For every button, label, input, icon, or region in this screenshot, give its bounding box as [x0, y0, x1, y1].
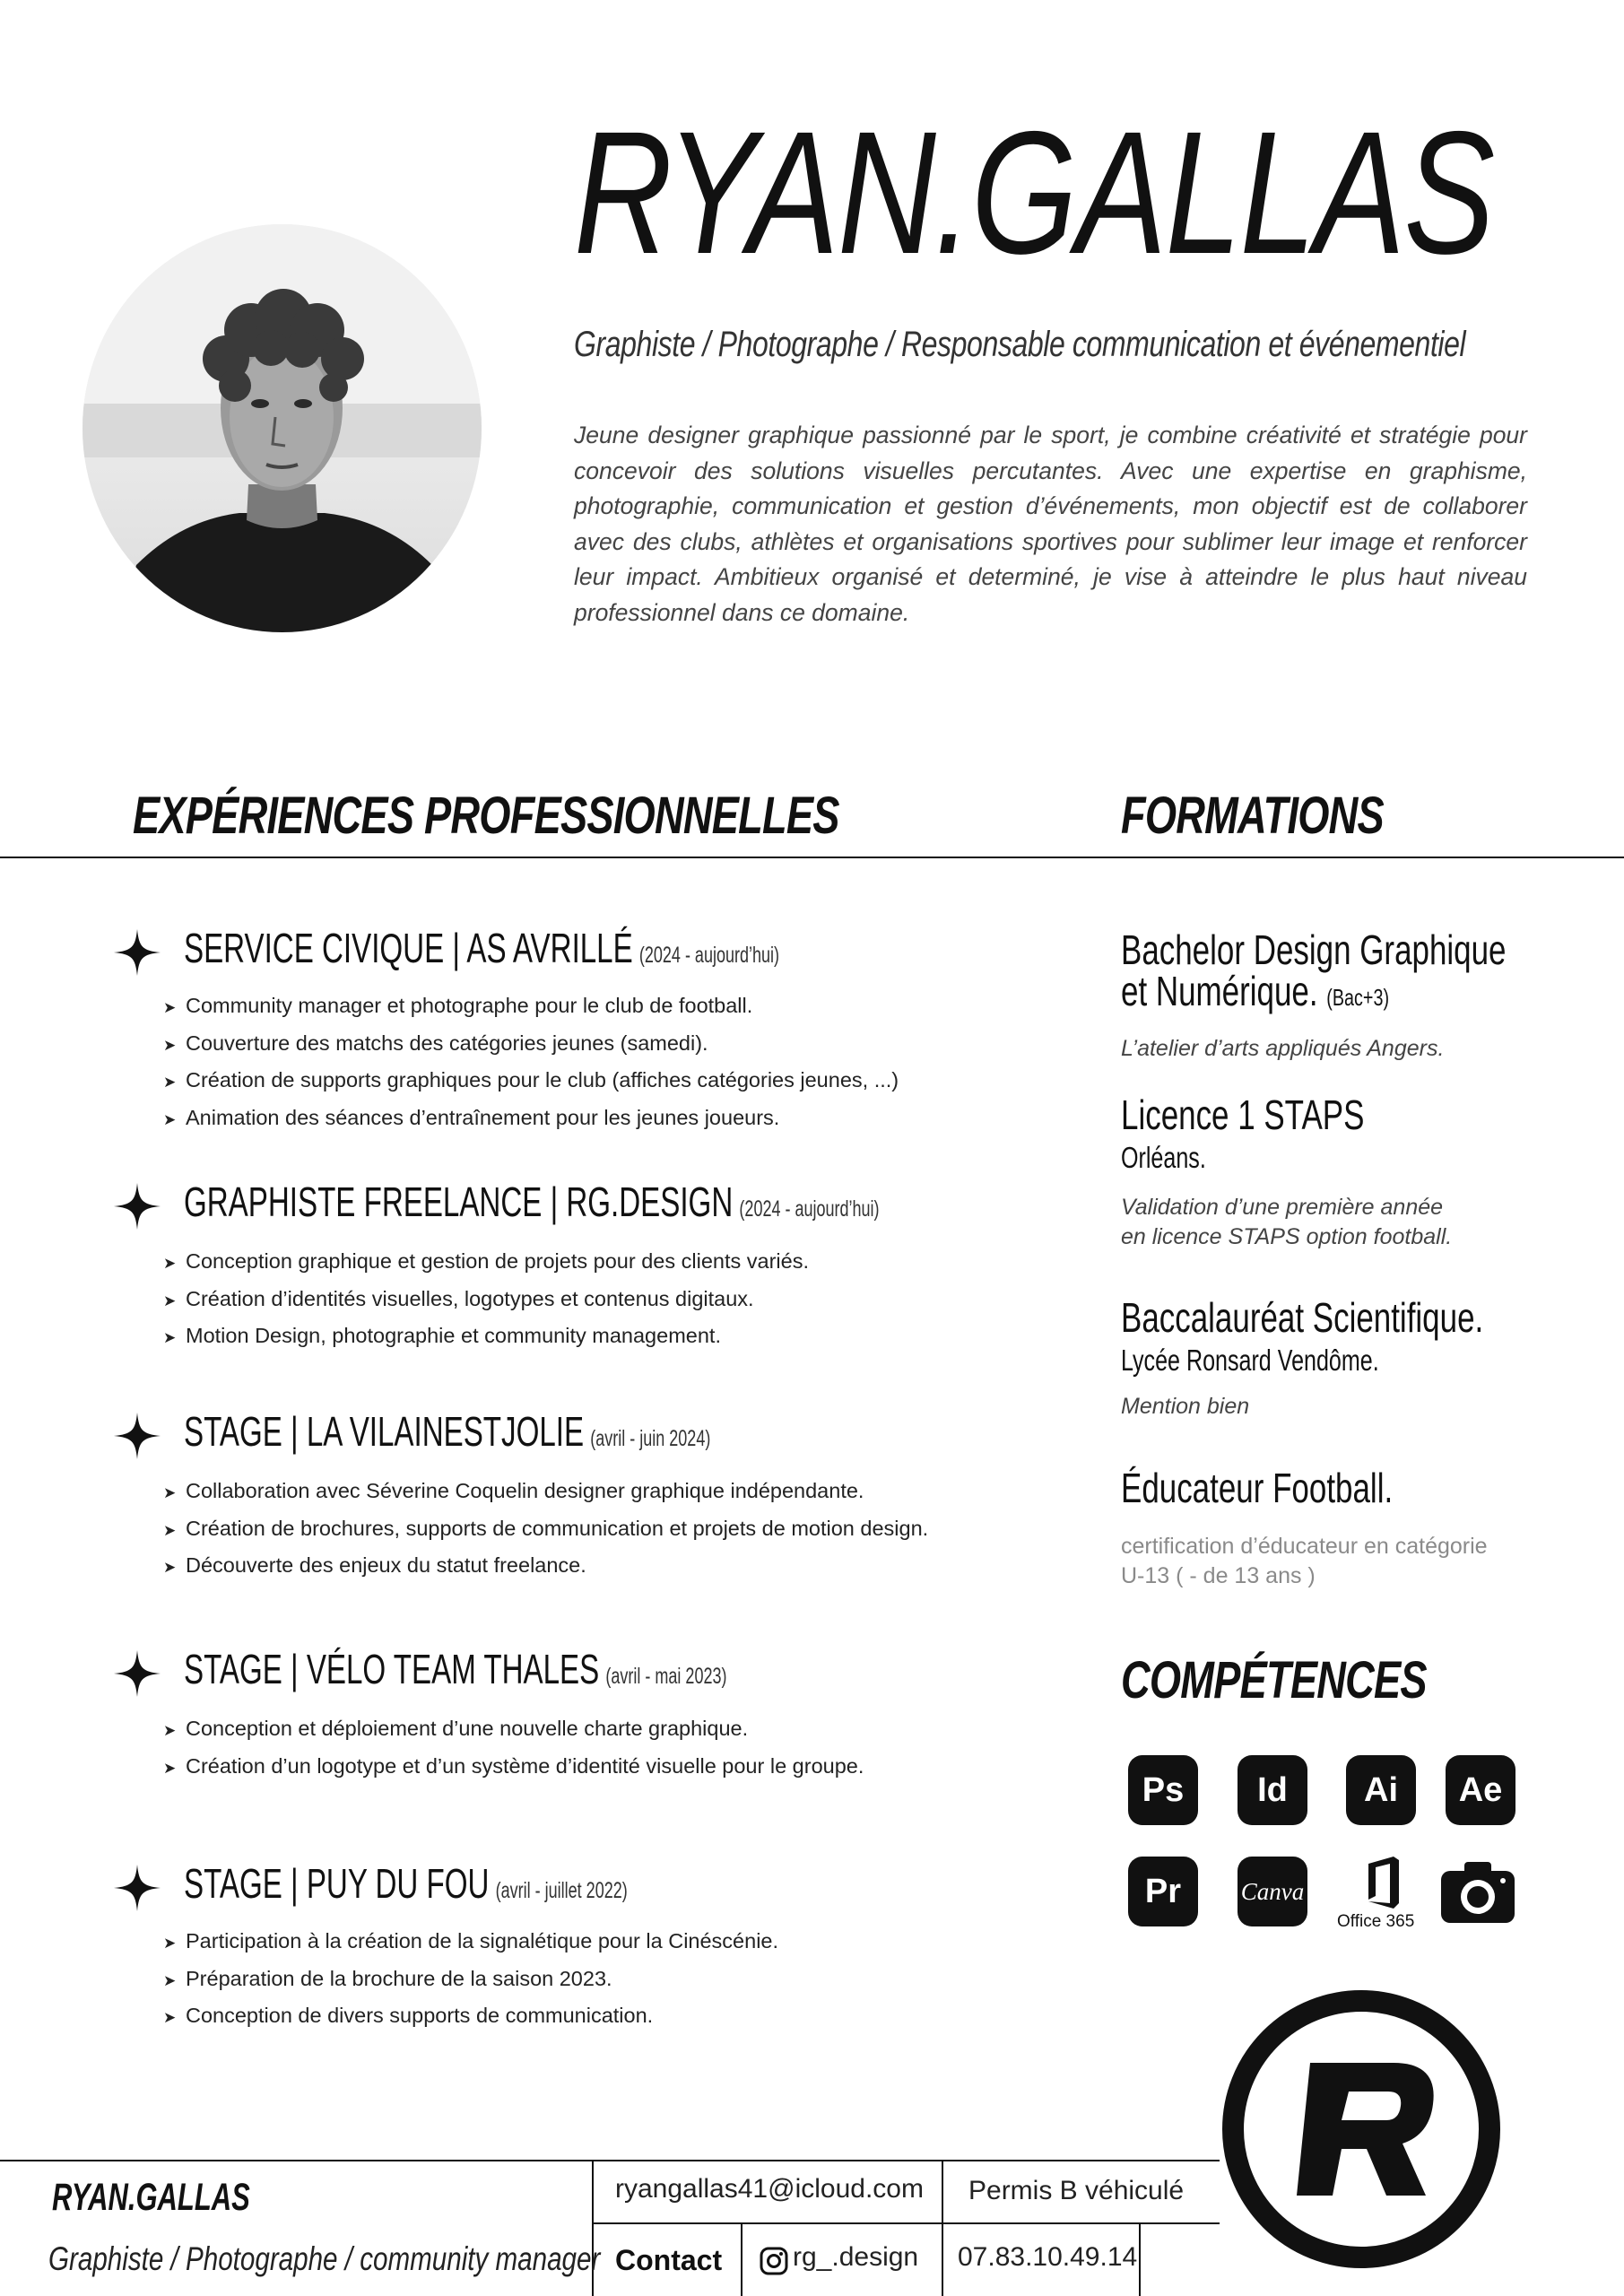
- formation-note: Mention bien: [1121, 1394, 1250, 1419]
- formation-note: certification d’éducateur en catégorie U-13 ( - de 13 ans ): [1121, 1534, 1488, 1588]
- experience-date: (2024 - aujourd’hui): [638, 943, 779, 968]
- experience-bullet: ➤ Participation à la création de la signalétique pour la Cinéscénie.: [163, 1929, 779, 1952]
- experience-bullet: ➤ Préparation de la brochure de la saison 2023.: [163, 1966, 612, 1990]
- office-label: Office 365: [1337, 1912, 1415, 1931]
- experience-bullet: ➤ Collaboration avec Séverine Coquelin designer graphique indépendante.: [163, 1479, 864, 1502]
- candidate-subtitle: Graphiste / Photographe / Responsable communication et événementiel: [574, 325, 1466, 364]
- experience-bullet: ➤ Conception et déploiement d’une nouvelle charte graphique.: [163, 1717, 749, 1740]
- illustrator-icon: Ai: [1346, 1755, 1416, 1825]
- formation-title-line2: et Numérique. (Bac+3): [1121, 968, 1390, 1014]
- experience-bullet: ➤ Création de brochures, supports de communication et projets de motion design.: [163, 1516, 929, 1540]
- photoshop-icon: Ps: [1128, 1755, 1198, 1825]
- formation-item-3: [1121, 1294, 1605, 1422]
- experience-item-3: [112, 1407, 1054, 1586]
- experience-item-5: [112, 1859, 1054, 2036]
- experience-title: SERVICE CIVIQUE | AS AVRILLÉ (2024 - aujourd’hui): [184, 925, 779, 971]
- footer-divider: [741, 2222, 743, 2296]
- formation-place: Orléans.: [1121, 1141, 1206, 1174]
- formations-heading: FORMATIONS: [1121, 787, 1384, 845]
- formation-item-2: [1121, 1091, 1605, 1252]
- sparkle-icon: [112, 1411, 162, 1461]
- footer-top-border: [0, 2160, 1220, 2161]
- experience-bullet: ➤ Couverture des matchs des catégories jeunes (samedi).: [163, 1031, 708, 1055]
- sparkle-icon: [112, 1863, 162, 1913]
- experience-title: GRAPHISTE FREELANCE | RG.DESIGN (2024 - aujourd’hui): [184, 1178, 880, 1225]
- experience-bullet: ➤ Création de supports graphiques pour le club (affiches catégories jeunes, ...): [163, 1068, 899, 1091]
- experience-bullet: ➤ Conception de divers supports de communication.: [163, 2004, 654, 2027]
- experience-bullet: ➤ Motion Design, photographie et community management.: [163, 1324, 721, 1347]
- section-divider: [0, 857, 1624, 858]
- formation-note: L’atelier d’arts appliqués Angers.: [1121, 1036, 1445, 1061]
- phone-number[interactable]: 07.83.10.49.14: [958, 2242, 1138, 2272]
- experience-date: (avril - juillet 2022): [495, 1878, 628, 1903]
- instagram-handle[interactable]: rg_.design: [793, 2242, 919, 2272]
- footer-role: Graphiste / Photographe / community manager: [48, 2240, 601, 2277]
- formation-title: Licence 1 STAPS: [1121, 1091, 1365, 1138]
- formation-note: Validation d’une première année en licence STAPS option football.: [1121, 1195, 1453, 1249]
- office-icon: [1334, 1857, 1433, 1937]
- candidate-bio: Jeune designer graphique passionné par le sport, je combine créativité et stratégie pour concevoir des solutions visuelles percutantes. Avec une expertise en graphisme, photographie, communication et gestion d’événements, mon objectif est de collaborer avec des clubs, athlètes et organisations sportives pour sublimer leur image et renforcer leur impact. Ambitieux organisé et determiné, je vise à atteindre le plus haut niveau professionnel dans ce domaine.: [574, 422, 1527, 626]
- driving-license: Permis B véhiculé: [968, 2176, 1185, 2205]
- contact-label: Contact: [615, 2244, 723, 2276]
- experience-date: (avril - mai 2023): [605, 1664, 727, 1689]
- experience-item-2: [112, 1178, 1054, 1356]
- experience-bullet: ➤ Création d’identités visuelles, logotypes et contenus digitaux.: [163, 1286, 754, 1310]
- camera-icon: [1437, 1857, 1518, 1926]
- formation-title: Baccalauréat Scientifique.: [1121, 1294, 1484, 1341]
- experience-date: (2024 - aujourd’hui): [739, 1196, 880, 1222]
- formation-place: Lycée Ronsard Vendôme.: [1121, 1344, 1379, 1377]
- brand-logo: [1218, 1986, 1505, 2273]
- portrait-illustration: [83, 224, 482, 632]
- instagram-icon: [759, 2246, 789, 2276]
- indesign-icon: Id: [1238, 1755, 1307, 1825]
- formation-tag: (Bac+3): [1326, 984, 1390, 1011]
- after-effects-icon: Ae: [1446, 1755, 1515, 1825]
- experience-bullet: ➤ Animation des séances d’entraînement pour les jeunes joueurs.: [163, 1105, 780, 1129]
- footer-divider: [1139, 2222, 1141, 2296]
- formation-title: Bachelor Design Graphique: [1121, 926, 1507, 973]
- experience-bullet: ➤ Création d’un logotype et d’un système d’identité visuelle pour le groupe.: [163, 1753, 864, 1778]
- experience-title: STAGE | LA VILAINESTJOLIE (avril - juin 2024): [184, 1408, 711, 1455]
- formation-item-1: [1121, 926, 1605, 1064]
- formation-title: Éducateur Football.: [1121, 1465, 1394, 1511]
- premiere-icon: Pr: [1128, 1857, 1198, 1926]
- experience-bullet: ➤ Découverte des enjeux du statut freelance.: [163, 1553, 586, 1577]
- footer-divider: [942, 2160, 943, 2296]
- experience-title: STAGE | VÉLO TEAM THALES (avril - mai 2023): [184, 1646, 727, 1692]
- profile-photo: [83, 224, 482, 632]
- email-link[interactable]: ryangallas41@icloud.com: [615, 2174, 924, 2204]
- experience-item-4: [112, 1645, 1054, 1786]
- experience-bullet: ➤ Conception graphique et gestion de projets pour des clients variés.: [163, 1249, 809, 1273]
- sparkle-icon: [112, 1181, 162, 1231]
- sparkle-icon: [112, 1648, 162, 1699]
- canva-icon: Canva: [1238, 1857, 1307, 1926]
- footer-middle-border: [592, 2222, 1220, 2224]
- skills-heading: COMPÉTENCES: [1121, 1651, 1427, 1709]
- footer-name: RYAN.GALLAS: [52, 2176, 250, 2219]
- candidate-name: RYAN.GALLAS: [574, 95, 1494, 291]
- sparkle-icon: [112, 927, 162, 978]
- experiences-heading: EXPÉRIENCES PROFESSIONNELLES: [133, 787, 839, 845]
- formation-item-4: [1121, 1467, 1605, 1591]
- experience-item-1: [112, 924, 1054, 1137]
- experience-bullet: ➤ Community manager et photographe pour le club de football.: [163, 994, 753, 1017]
- experience-title: STAGE | PUY DU FOU (avril - juillet 2022): [184, 1860, 628, 1907]
- experience-date: (avril - juin 2024): [590, 1426, 711, 1451]
